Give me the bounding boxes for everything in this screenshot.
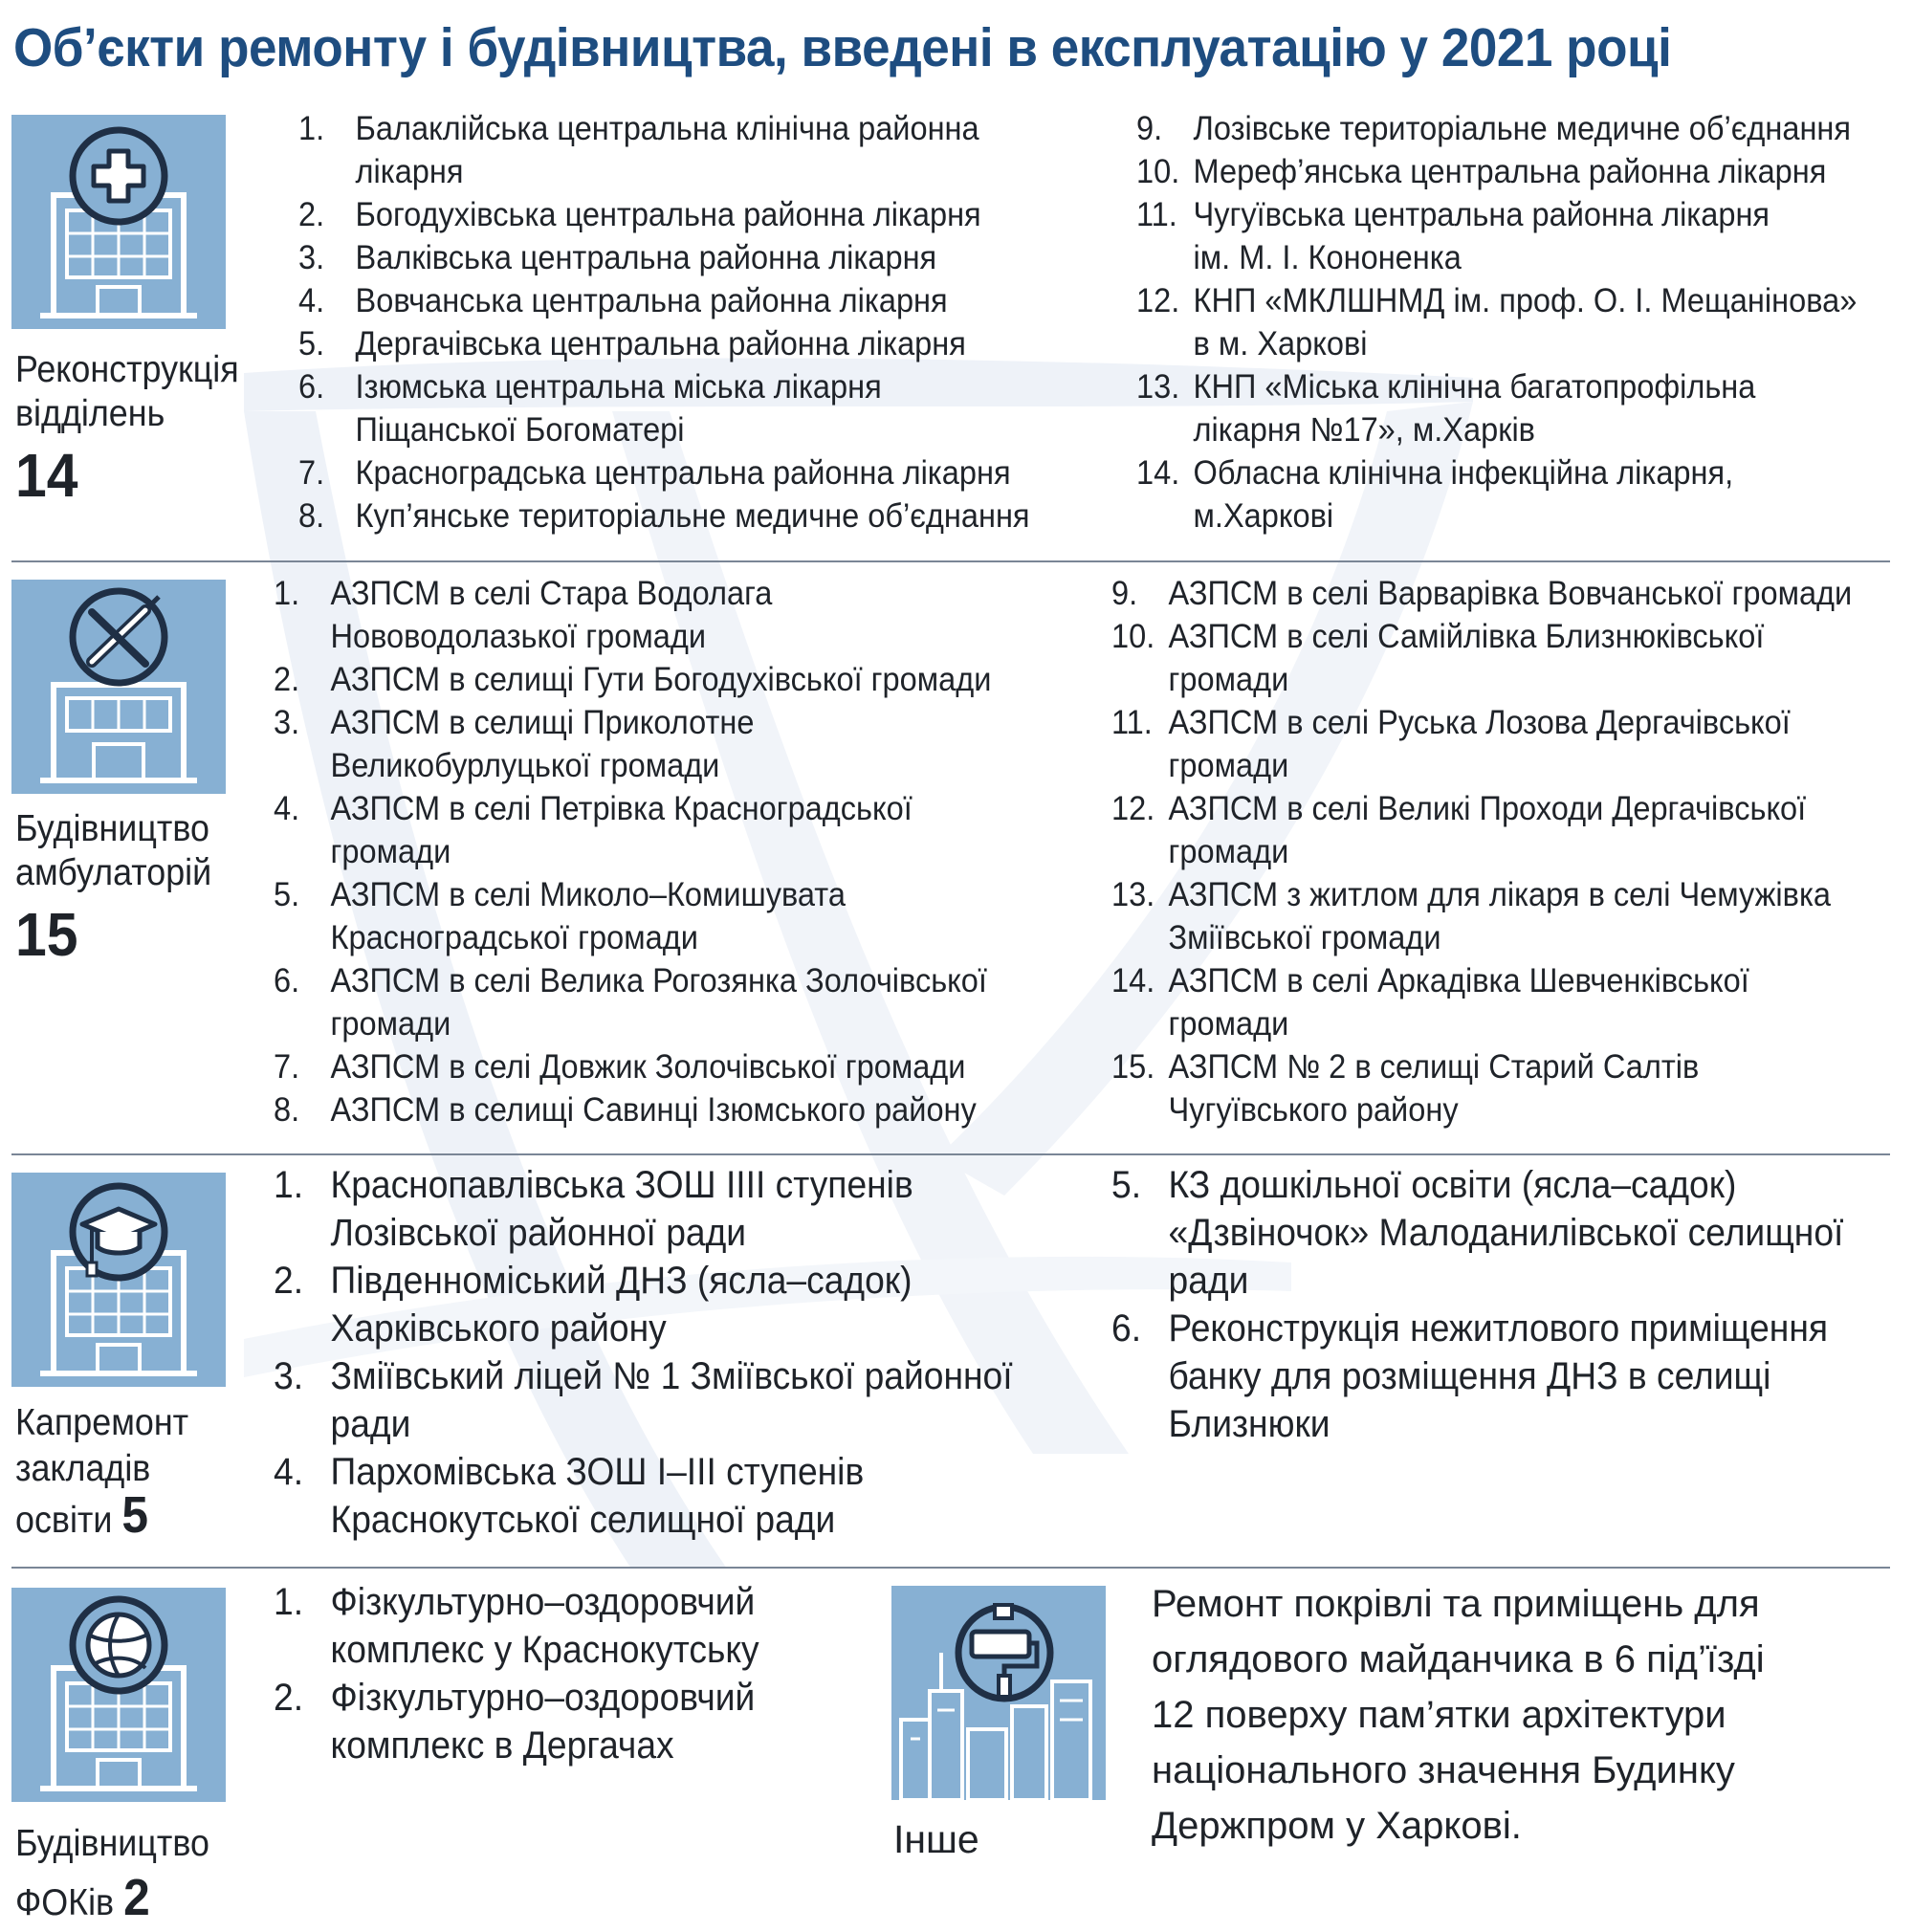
list-item: 5. АЗПСМ в селі Миколо–Комишувата Красноградської громади [274, 876, 846, 956]
section3-right-list [1111, 1161, 1899, 1448]
list-item: 5. Дергачівська центральна районна лікарня [298, 325, 966, 362]
category-count: 14 [15, 441, 78, 510]
section1-right-list [1136, 107, 1911, 538]
page-title: Об’єкти ремонту і будівництва, введені в експлуатацію у 2021 році [13, 17, 1672, 78]
list-item: 5. КЗ дошкільної освіти (ясла–садок) «Дзвіночок» Малоданилівської селищної ради [1111, 1164, 1844, 1302]
list-item: 14. АЗПСМ в селі Аркадівка Шевченківської громади [1111, 962, 1749, 1043]
section-divider [11, 560, 1890, 562]
section3-left-list [274, 1161, 1068, 1544]
list-item: 3. Валківська центральна районна лікарня [298, 239, 937, 276]
category-label-sports: Будівництво ФОКів 2 [15, 1823, 209, 1926]
section2-right-list [1111, 572, 1908, 1131]
list-item: 2. Богодухівська центральна районна лікарня [298, 196, 981, 233]
syringe-clinic-icon [11, 580, 226, 794]
section4-list [274, 1578, 796, 1769]
list-item: 7. Красноградська центральна районна лікарня [298, 454, 1011, 492]
section-divider [11, 1567, 1890, 1569]
list-item: 4. АЗПСМ в селі Петрівка Красноградської громади [274, 790, 913, 870]
list-item: 1. Фізкультурно–оздоровчий комплекс у Краснокутську [274, 1581, 759, 1671]
list-item: 6. Ізюмська центральна міська лікарня Піщанської Богоматері [298, 368, 882, 449]
list-item: 13. АЗПСМ з житлом для лікаря в селі Чемужівка Зміївської громади [1111, 876, 1832, 956]
list-item: 10. АЗПСМ в селі Самійлівка Близнюківської громади [1111, 618, 1765, 698]
section-divider [11, 1153, 1890, 1155]
section1-left-list [298, 107, 1085, 538]
list-item: 2. Фізкультурно–оздоровчий комплекс в Дергачах [274, 1677, 756, 1767]
category-label-other: Інше [893, 1817, 979, 1861]
list-item: 11. АЗПСМ в селі Руська Лозова Дергачівської громади [1111, 704, 1791, 784]
category-label-reconstruction: Реконструкція відділень 14 [15, 349, 239, 510]
volleyball-sports-icon [11, 1588, 226, 1802]
list-item: 6. Реконструкція нежитлового приміщення банку для розміщення ДНЗ в селищі Близнюки [1111, 1307, 1829, 1445]
list-item: 9. Лозівське територіальне медичне об’єднання [1136, 110, 1852, 147]
list-item: 1. Балаклійська центральна клінічна районна лікарня [298, 110, 979, 190]
category-count: 5 [121, 1486, 149, 1544]
list-item: 13. КНП «Міська клінічна багатопрофільна лікарня №17», м.Харків [1136, 368, 1756, 449]
list-item: 4. Пархомівська ЗОШ І–ІІІ ступенів Краснокутської селищної ради [274, 1451, 865, 1541]
list-item: 2. АЗПСМ в селищі Гути Богодухівської громади [274, 661, 992, 698]
list-item: 1. Краснопавлівська ЗОШ ІІІІ ступенів Лозівської районної ради [274, 1164, 913, 1254]
list-item: 3. Зміївський ліцей № 1 Зміївської районної ради [274, 1355, 1013, 1445]
hospital-cross-icon [11, 115, 226, 329]
category-count: 15 [15, 900, 78, 969]
list-item: 11. Чугуївська центральна районна лікарня ім. М. І. Кононенка [1136, 196, 1770, 276]
section2-left-list [274, 572, 1045, 1131]
list-item: 15. АЗПСМ № 2 в селищі Старий Салтів Чугуївського району [1111, 1048, 1700, 1129]
list-item: 3. АЗПСМ в селищі Приколотне Великобурлуцької громади [274, 704, 755, 784]
list-item: 1. АЗПСМ в селі Стара Водолага Нововодолазької громади [274, 575, 773, 655]
paint-roller-city-icon [891, 1586, 1106, 1800]
category-label-education: Капремонт закладів освіти 5 [15, 1402, 189, 1544]
list-item: 12. КНП «МКЛШНМД ім. проф. О. І. Мещанінова» в м. Харкові [1136, 282, 1858, 362]
list-item: 7. АЗПСМ в селі Довжик Золочівської громади [274, 1048, 966, 1086]
list-item: 14. Обласна клінічна інфекційна лікарня, м.Харкові [1136, 454, 1734, 535]
list-item: 8. Куп’янське територіальне медичне об’єднання [298, 497, 1030, 535]
list-item: 12. АЗПСМ в селі Великі Проходи Дергачівської громади [1111, 790, 1807, 870]
category-count: 2 [123, 1869, 150, 1926]
list-item: 10. Мереф’янська центральна районна лікарня [1136, 153, 1827, 190]
list-item: 6. АЗПСМ в селі Велика Рогозянка Золочівської громади [274, 962, 987, 1043]
list-item: 2. Південноміський ДНЗ (ясла–садок) Харківського району [274, 1260, 913, 1350]
list-item: 8. АЗПСМ в селищі Савинці Ізюмського району [274, 1091, 977, 1129]
category-label-ambulatory: Будівництво амбулаторій 15 [15, 808, 212, 969]
list-item: 9. АЗПСМ в селі Варварівка Вовчанської громади [1111, 575, 1853, 612]
other-description: Ремонт покрівлі та приміщень для оглядового майданчика в 6 під’їзді 12 поверху пам’ятки архітектури національного значення Будинку Держпром у Харкові. [1152, 1583, 1765, 1847]
graduation-cap-school-icon [11, 1173, 226, 1387]
list-item: 4. Вовчанська центральна районна лікарня [298, 282, 948, 319]
